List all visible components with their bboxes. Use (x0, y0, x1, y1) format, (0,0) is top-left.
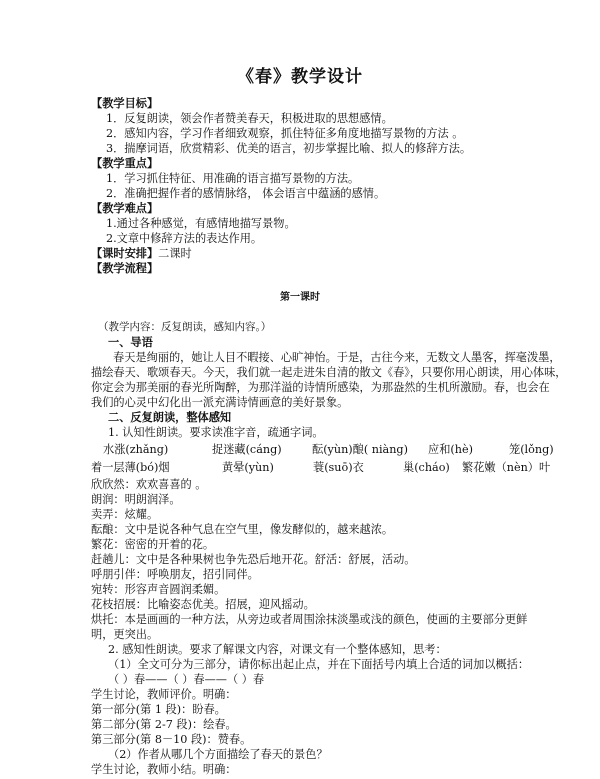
pinyin-word: 水涨(zhǎng) (103, 443, 169, 456)
intro-heading: 一、导语 (108, 335, 153, 349)
word-definition: 明，更突出。 (91, 628, 159, 641)
goal-item: 1．反复朗读，领会作者赞美春天，积极进取的思想感情。 (106, 112, 393, 125)
section-heading-key-points: 【教学重点】 (91, 156, 159, 170)
pinyin-word: 应和(hè) (428, 443, 473, 456)
lesson-content-note: （教学内容：反复朗读，感知内容。） (98, 321, 272, 333)
word-definition: 酝酿：文中是说各种气息在空气里，像发酵似的，越来越浓。 (91, 523, 394, 536)
pinyin-word: 巢(cháo) (403, 461, 450, 474)
word-definition: 花枝招展：比喻姿态优美。招展，迎风摇动。 (91, 598, 315, 611)
pinyin-word: 酝(yùn)酿( niàng) (312, 443, 408, 456)
schedule-value: 二课时 (158, 247, 192, 260)
perception-line: 第三部分(第 8－10 段)：赞春。 (91, 733, 252, 746)
word-definition: 繁花：密密的开着的花。 (91, 538, 215, 551)
section-heading-difficulties: 【教学难点】 (91, 201, 159, 215)
goal-item: 3．揣摩词语，欣赏精彩、优美的语言，初步掌握比喻、拟人的修辞方法。 (106, 142, 472, 155)
word-definition: 欣欣然：欢欢喜喜的 。 (91, 478, 207, 491)
word-definition: 呼朋引伴：呼唤朋友，招引同伴。 (91, 568, 259, 581)
intro-paragraph-line: 描绘春天、歌颂春天。今天，我们就一起走进朱自清的散文《春》，只要你用心朗读，用心体味， (91, 366, 567, 379)
intro-paragraph-line: 我们的心灵中幻化出一派充满诗情画意的美好景象。 (91, 396, 349, 409)
intro-paragraph-line: 春天是绚丽的，她让人目不暇接、心旷神怡。于是，古往今来，无数文人墨客，挥毫泼墨， (113, 351, 561, 364)
section-heading-schedule: 【课时安排】 (91, 246, 159, 260)
difficulty-item: 2.文章中修辞方法的表达作用。 (106, 232, 263, 245)
pinyin-word: 笼(lǒng) (509, 443, 554, 456)
goal-item: 2．感知内容，学习作者细致观察，抓住特征多角度地描写景物的方法 。 (106, 127, 464, 140)
word-definition: 卖弄：炫耀。 (91, 508, 159, 521)
pinyin-word: 捉迷藏(cáng) (212, 443, 282, 456)
reading-heading: 二、反复朗读，整体感知 (108, 410, 232, 424)
key-point-item: 1．学习抓住特征、用准确的语言描写景物的方法。 (106, 172, 360, 185)
intro-paragraph-line: 你定会为那美丽的春光所陶醉，为那洋溢的诗情所感染，为那盎然的生机所激励。春，也会在 (91, 381, 550, 394)
perception-task: 2. 感知性朗读。要求了解课文内容，对课文有一个整体感知，思考： (108, 643, 447, 656)
word-definition: 赶趟儿：文中是各种果树也争先恐后地开花。舒活：舒展，活动。 (91, 553, 416, 566)
perception-line: 第一部分(第 1 段)：盼春。 (91, 703, 226, 716)
section-heading-goals: 【教学目标】 (91, 96, 159, 110)
difficulty-item: 1.通过各种感觉，有感情地描写景物。 (106, 217, 296, 230)
pinyin-word: 着一层薄(bó)烟 (91, 461, 170, 474)
word-definition: 朗润：明朗润泽。 (91, 493, 181, 506)
key-point-item: 2．准确把握作者的感情脉络， 体会语言中蕴涵的感情。 (106, 187, 386, 200)
reading-task: 1. 认知性朗读。要求读准字音，疏通字词。 (108, 426, 324, 439)
word-definition: 宛转：形容声音圆润柔媚。 (91, 583, 226, 596)
pinyin-word: 繁花嫩（nèn）叶 (462, 461, 551, 474)
lesson-heading: 第一课时 (280, 292, 320, 303)
schedule-line (91, 246, 192, 261)
perception-question: （2）作者从哪几个方面描绘了春天的景色？ (108, 748, 328, 761)
perception-line: 学生讨论，教师小结。明确： (91, 763, 237, 776)
perception-line: 第二部分(第 2-7 段)：绘春。 (91, 718, 237, 731)
section-heading-process: 【教学流程】 (91, 261, 159, 275)
pinyin-word: 黄晕(yùn) (222, 461, 274, 474)
perception-line: 学生讨论，教师评价。明确： (91, 688, 237, 701)
word-definition: 烘托：本是画画的一种方法，从旁边或者周围涂抹淡墨或浅的颜色，使画的主要部分更鲜 (91, 613, 528, 626)
perception-blanks: （ ）春——（ ）春——（ ）春 (108, 673, 265, 686)
page-title: 《春》教学设计 (237, 67, 363, 87)
pinyin-word: 蓑(suō)衣 (313, 461, 364, 474)
perception-question: （1）全文可分为三部分，请你标出起止点，并在下面括号内填上合适的词加以概括： (108, 658, 530, 671)
